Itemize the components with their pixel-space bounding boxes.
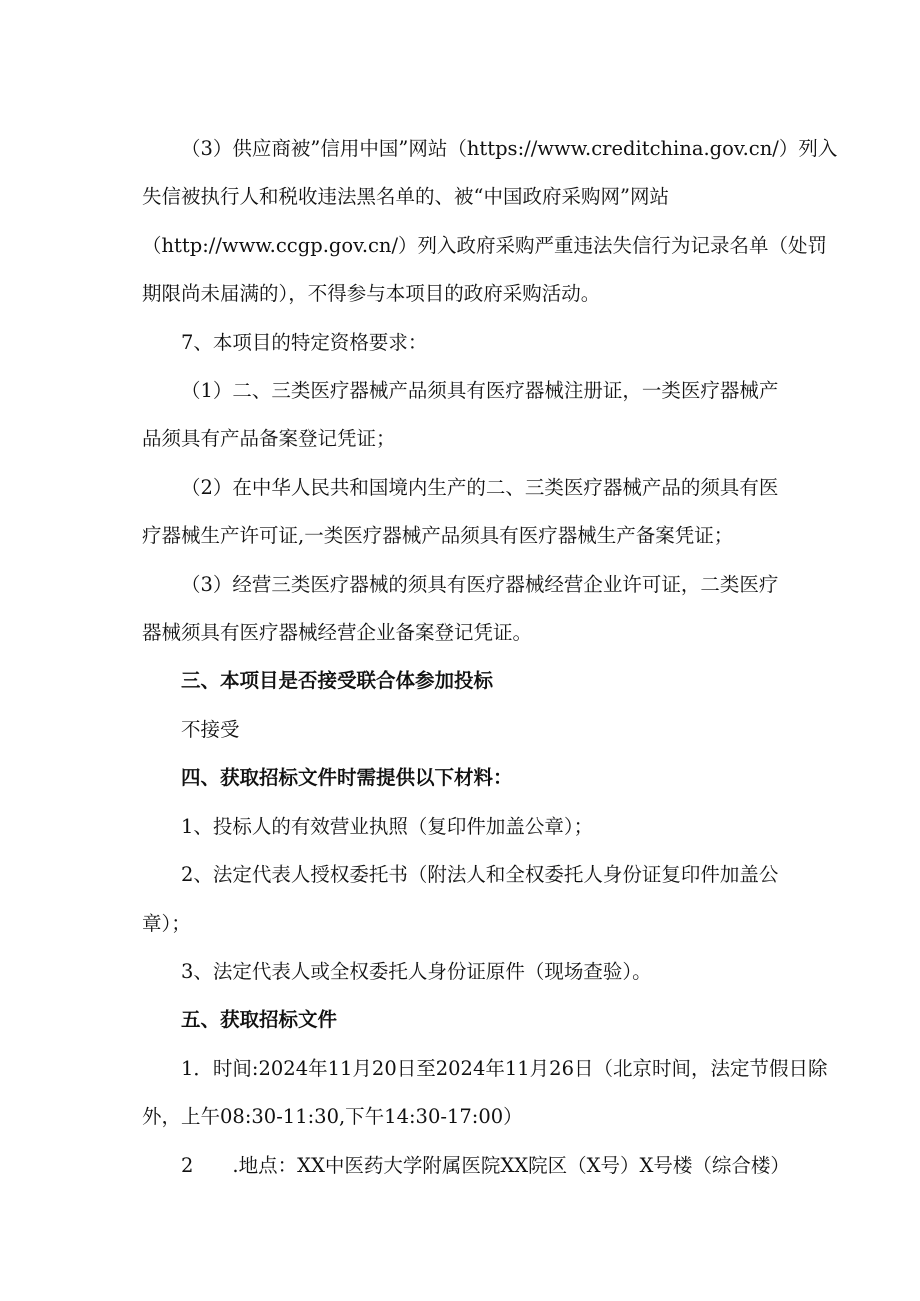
section-heading-materials (103, 754, 828, 802)
text-line: 期限尚未届满的），不得参与本项目的政府采购活动。 (142, 282, 601, 306)
text-line: （1）二、三类医疗器械产品须具有医疗器械注册证，一类医疗器械产 (181, 379, 779, 403)
list-item-id-original (103, 948, 828, 996)
paragraph-location (103, 1142, 828, 1190)
text-line: 疗器械生产许可证,一类医疗器械产品须具有医疗器械生产备案凭证； (142, 524, 734, 548)
text-line: 2、法定代表人授权委托书（附法人和全权委托人身份证复印件加盖公 (181, 863, 779, 887)
text-line: 不接受 (181, 717, 240, 741)
text-line: 1．时间:2024年11月20日至2024年11月26日（北京时间，法定节假日除 (181, 1056, 828, 1080)
text-line: （3）经营三类医疗器械的须具有医疗器械经营企业许可证，二类医疗 (181, 572, 779, 596)
text-line: 7、本项目的特定资格要求： (181, 330, 428, 354)
paragraph-specific-qualifications (103, 319, 828, 367)
text-line: 失信被执行人和税收违法黑名单的、被“中国政府采购网”网站 (142, 185, 669, 209)
paragraph-business-license (103, 561, 828, 658)
text-line: 品须具有产品备案登记凭证； (142, 427, 396, 451)
list-item-authorization-letter (103, 851, 828, 948)
paragraph-credit-blacklist (103, 125, 838, 319)
paragraph-registration-certificate (103, 367, 828, 464)
text-line: （2）在中华人民共和国境内生产的二、三类医疗器械产品的须具有医 (181, 475, 779, 499)
text-line: （3）供应商被”信用中国”网站（https://www.creditchina.gov.cn/）列入 (181, 137, 838, 160)
paragraph-time (103, 1045, 828, 1142)
text-line: （http://www.ccgp.gov.cn/）列入政府采购严重违法失信行为记录名单（处罚 (142, 233, 828, 257)
text-line: 1、投标人的有效营业执照（复印件加盖公章）； (181, 814, 594, 838)
list-item-business-license (103, 803, 828, 851)
heading-text: 三、本项目是否接受联合体参加投标 (181, 669, 494, 693)
text-line: 章）； (142, 911, 191, 935)
text-line: 3、法定代表人或全权委托人身份证原件（现场查验）。 (181, 959, 652, 983)
section-heading-obtain-documents (103, 996, 828, 1044)
section-heading-consortium (103, 657, 828, 705)
heading-text: 五、获取招标文件 (181, 1008, 338, 1032)
text-line: 2 .地点：XX中医药大学附属医院XX院区（X号）X号楼（综合楼） (181, 1153, 790, 1177)
paragraph-consortium-answer (103, 706, 828, 754)
paragraph-production-license (103, 464, 828, 561)
document-body (103, 125, 838, 1190)
text-line: 外，上午08:30-11:30,下午14:30-17:00） (142, 1105, 523, 1129)
text-line: 器械须具有医疗器械经营企业备案登记凭证。 (142, 621, 533, 645)
heading-text: 四、获取招标文件时需提供以下材料： (181, 766, 513, 790)
